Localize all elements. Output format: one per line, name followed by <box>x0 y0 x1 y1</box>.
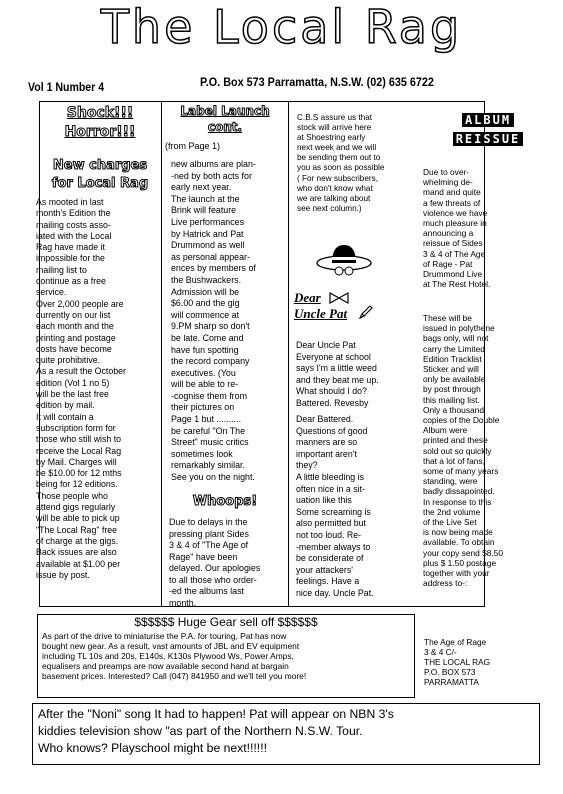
order-address: The Age of Rage 3 & 4 C/- THE LOCAL RAG P.O. BOX 573 PARRAMATTA <box>424 637 491 687</box>
hat-illustration <box>314 241 374 277</box>
new-charges-article: As mooted in last month's Edition the mailing costs asso- iated with the Local Rag have made it impossible for the mailing list to continue as a free service. Over 2,000 people are currently on our list each month and the printing and postage costs have become quite prohibitive. As a result the October edition (Vol 1 no 5) will be the last free edition by mail. It will contain a subscription form for those who still wish to receive the Local Rag by Mail. Charges will be $10.00 for 12 mths being for 12 editions. Those people who attend gigs regularly will be able to pick up "The Local Rag" free of charge at the gigs. Back issues are also available at $1.00 per issue by post. <box>36 197 126 580</box>
new-charges-heading: New charges <box>52 158 148 173</box>
album-reissue-heading <box>434 111 542 149</box>
postal-address: P.O. Box 573 Parramatta, N.S.W. (02) 635 6722 <box>200 75 434 89</box>
label-launch-cont-heading: cont. <box>207 120 243 134</box>
album-reissue-details: These will be issued in polythene bags only, will not carry the Limited Edition Tracklist Sticker and will only be available by post through this mailing list. Only a thousand copies of the Double Album were printed and these sold out so quickly that a lot of fans, some of many years standing, were badly dissapointed. In response to this the 2nd volume of the Live Set is now being made available. To obtain your copy send $8.50 plus $ 1.50 postage together with your address to-: <box>423 313 504 589</box>
whoops-article: Due to delays in the pressing plant Sides 3 & 4 of "The Age of Rage" have been delayed. Our apologies to all those who order- -ed the albums last month. <box>169 517 261 608</box>
uncle-pat-reply: Dear Battered. Questions of good manners are so important aren't they? A little bleeding is often nice in a sit- uation like this Some screaming is also permitted but not too loud. Re- -member always to be considerate of your attackers' feelings. Have a nice day. Uncle Pat. <box>296 414 374 598</box>
album-heading-word: ALBUM <box>462 113 514 127</box>
album-reissue-intro: Due to over- whelming de- mand and quite a few threats of violence we have much pleasure in announcing a reissue of Sides 3 & 4 of The Age of Rage - Pat Drummond Live at The Rest Hotel. <box>423 167 491 290</box>
local-rag-heading: for Local Rag <box>51 176 149 191</box>
masthead-title: The Local Rag <box>100 0 463 54</box>
from-page-note: (from Page 1) <box>165 141 221 151</box>
reissue-heading-word: REISSUE <box>453 132 524 146</box>
gear-sell-off-heading: $$$$$$ Huge Gear sell off $$$$$$ <box>134 615 318 629</box>
label-launch-article: new albums are plan- -ned by both acts for early next year. The launch at the Brink will feature Live performances by Hatrick and Pat Drummond as well as personal appear- ences by members of the Bushwackers. Admission will be $6.00 and the gig will commence at 9.PM sharp so don't be late. Come and have fun spotting the record company executives. (You will be able to re- -cognise them from their pictures on Page 1 but .......... be careful "On The Street" music critics sometimes look remarkably similar. See you on the night. <box>171 159 256 483</box>
dear-heading: Dear <box>294 290 321 305</box>
label-launch-heading: Label Launch <box>180 104 270 118</box>
letter-from-battered: Dear Uncle Pat Everyone at school says I'm a little weed and they beat me up. What should I do? Battered. Revesby <box>296 340 379 408</box>
shock-heading: Shock!!! <box>66 105 134 121</box>
whoops-heading: Whoops! <box>192 494 258 509</box>
noni-notice-text: After the "Noni" song It had to happen! Pat will appear on NBN 3's kiddies television show "as part of the Northern N.S.W. Tour. Who knows? Playschool might be next!!!!!! <box>38 707 394 755</box>
horror-heading: Horror!!! <box>64 124 136 140</box>
column-divider-2 <box>288 101 289 607</box>
column-divider-1 <box>161 101 162 607</box>
cbs-article: C.B.S assure us that stock will arrive here at Shoestring early next week and we will be sending them out to you as soon as possible ( For new subscribers, who don't know what we are talking about see next column.) <box>297 113 385 213</box>
uncle-pat-heading: Uncle Pat <box>294 306 348 321</box>
gear-sell-off-article: As part of the drive to miniaturise the P.A. for touring, Pat has now bought new gear. As a result, vast amounts of JBL and EV equipment including TL 10s and 20s, E140s, K130s Plywood Ws, Power Amps, equalisers and preamps are now available second hand at bargain basement prices. Interested? Call (047) 841950 and we'll tell you more! <box>42 631 307 681</box>
volume-number: Vol 1 Number 4 <box>28 80 105 94</box>
pencil-icon <box>358 304 374 320</box>
bowtie-icon <box>329 292 349 304</box>
